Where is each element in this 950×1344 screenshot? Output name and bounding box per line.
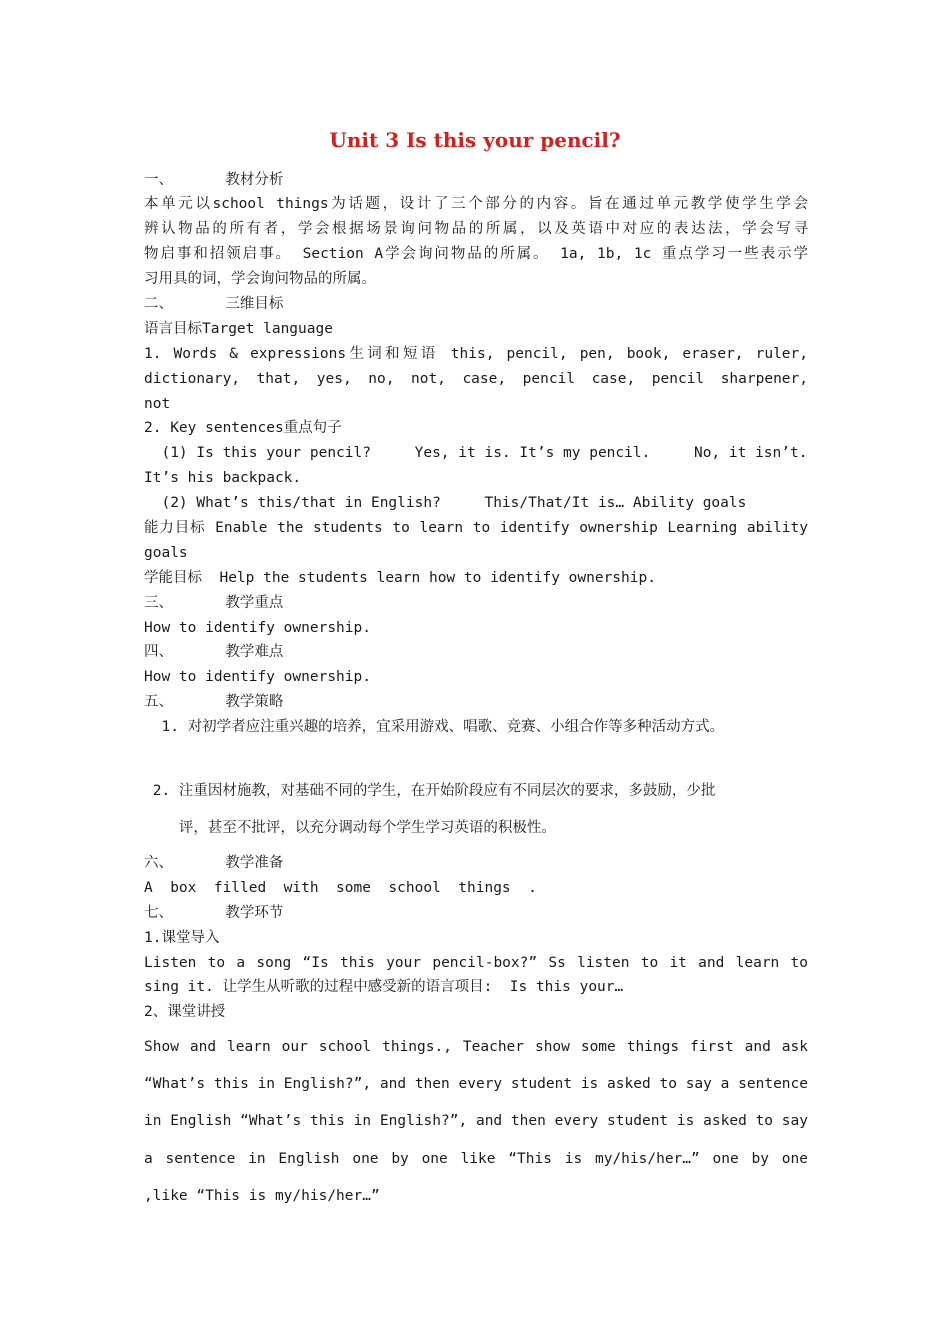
section-heading-4: 四、 教学难点 (144, 644, 284, 660)
paragraph-line: 1. 对初学者应注重兴趣的培养，宜采用游戏、唱歌、竞赛、小组合作等多种活动方式。 (144, 719, 725, 735)
paragraph-line: 本单元以school things为话题，设计了三个部分的内容。旨在通过单元教学使学生学会 (144, 196, 808, 212)
paragraph-line: 评，甚至不批评，以充分调动每个学生学习英语的积极性。 (144, 820, 556, 836)
paragraph-line: “What’s this in English?”, and then every student is asked to say a sentence (144, 1076, 808, 1092)
paragraph-line: sing it. 让学生从听歌的过程中感受新的语言项目: Is this your… (144, 979, 624, 995)
section-heading-6: 六、 教学准备 (144, 855, 284, 871)
paragraph-line: Show and learn our school things., Teacher show some things first and ask (144, 1039, 808, 1055)
subsection-heading: 1.课堂导入 (144, 930, 220, 946)
paragraph-line: 2. Key sentences重点句子 (144, 420, 342, 436)
paragraph-line: It’s his backpack. (144, 470, 302, 486)
paragraph-line: (2) What’s this/that in English? This/That/It is… Ability goals (144, 495, 747, 511)
paragraph-line: goals (144, 545, 188, 561)
paragraph-line: 2. 注重因材施教，对基础不同的学生，在开始阶段应有不同层次的要求，多鼓励，少批 (144, 783, 716, 799)
paragraph-line: 物启事和招领启事。 Section A学会询问物品的所属。 1a, 1b, 1c 重点学习一些表示学 (144, 246, 808, 262)
paragraph-line: ,like “This is my/his/her…” (144, 1188, 380, 1204)
paragraph-line: not (144, 396, 171, 412)
paragraph-line: 能力目标 Enable the students to learn to identify ownership Learning ability (144, 520, 808, 536)
section-heading-5: 五、 教学策略 (144, 694, 284, 710)
section-heading-3: 三、 教学重点 (144, 595, 284, 611)
section-heading-7: 七、 教学环节 (144, 905, 284, 921)
paragraph-line: (1) Is this your pencil? Yes, it is. It’s my pencil. No, it isn’t. (144, 445, 808, 461)
document-title: Unit 3 Is this your pencil? (329, 128, 621, 152)
paragraph-line: dictionary, that, yes, no, not, case, pencil case, pencil sharpener, (144, 371, 808, 387)
paragraph-line: 语言目标Target language (144, 321, 333, 337)
section-heading-2: 二、 三维目标 (144, 296, 284, 312)
paragraph-line: A box filled with some school things . (144, 880, 537, 896)
paragraph-line: How to identify ownership. (144, 620, 371, 636)
paragraph-line: How to identify ownership. (144, 669, 371, 685)
paragraph-line: 辨认物品的所有者，学会根据场景询问物品的所属，以及英语中对应的表达法，学会写寻 (144, 221, 808, 237)
paragraph-line: 学能目标 Help the students learn how to identify ownership. (144, 570, 656, 586)
paragraph-line: in English “What’s this in English?”, and then every student is asked to say (144, 1113, 808, 1129)
paragraph-line: 习用具的词，学会询问物品的所属。 (144, 271, 376, 287)
subsection-heading: 2、课堂讲授 (144, 1004, 226, 1020)
section-heading-1: 一、 教材分析 (144, 172, 284, 188)
paragraph-line: 1. Words & expressions生词和短语 this, pencil, pen, book, eraser, ruler, (144, 346, 808, 362)
paragraph-line: Listen to a song “Is this your pencil-box?” Ss listen to it and learn to (144, 955, 808, 971)
paragraph-line: a sentence in English one by one like “This is my/his/her…” one by one (144, 1151, 808, 1167)
